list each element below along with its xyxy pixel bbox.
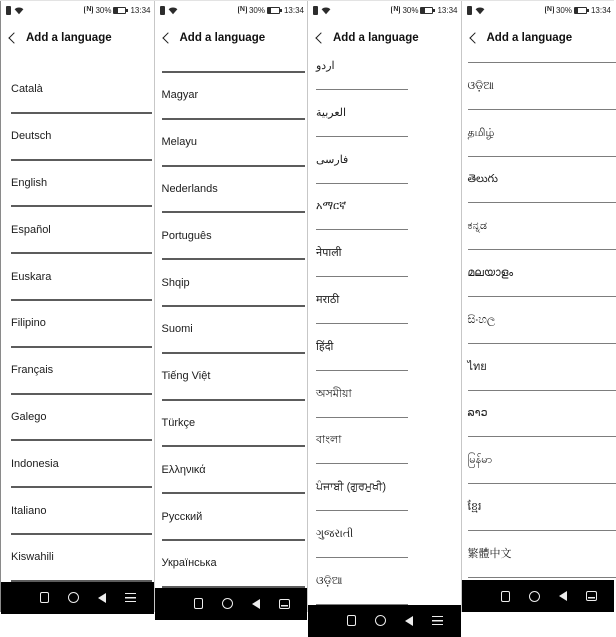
- language-label: Nederlands: [161, 182, 218, 195]
- vibrate-icon: [6, 6, 11, 15]
- status-bar: [155, 1, 308, 19]
- language-item[interactable]: [11, 161, 152, 208]
- hide-keyboard-button[interactable]: [279, 599, 290, 609]
- language-item-partial: [162, 57, 305, 73]
- language-item[interactable]: [468, 484, 616, 531]
- language-list: [462, 57, 615, 580]
- language-item[interactable]: [468, 63, 616, 110]
- language-label: English: [11, 176, 48, 189]
- language-label: Català: [11, 83, 43, 96]
- language-item[interactable]: [468, 344, 616, 391]
- navigation-bar: [1, 582, 154, 614]
- language-label: සිංහල: [467, 313, 496, 326]
- language-label: Italiano: [11, 504, 47, 517]
- navigation-bar: [308, 605, 461, 637]
- language-label: አማርኛ: [316, 200, 347, 213]
- language-label: Suomi: [161, 323, 193, 336]
- recents-button[interactable]: [40, 592, 49, 603]
- language-list: [308, 57, 461, 605]
- back-chevron-icon[interactable]: [315, 32, 326, 43]
- language-item[interactable]: [316, 511, 408, 558]
- language-label: Melayu: [161, 136, 197, 149]
- language-label: Español: [11, 223, 51, 236]
- status-time: 13:34: [283, 5, 304, 15]
- language-label: اردو: [316, 60, 335, 72]
- language-item[interactable]: [468, 437, 616, 484]
- language-item[interactable]: [11, 301, 152, 348]
- page-title: Add a language: [179, 32, 266, 44]
- status-time: 13:34: [590, 5, 611, 15]
- language-label: Deutsch: [11, 130, 52, 143]
- battery-percent: 30%: [402, 5, 419, 15]
- battery-icon: [113, 7, 126, 14]
- language-label: ລາວ: [467, 407, 488, 420]
- phone-screen-panel: [0, 1, 154, 612]
- language-label: မြန်မာ: [467, 454, 493, 467]
- language-item[interactable]: [11, 395, 152, 442]
- app-bar: [462, 19, 615, 57]
- language-label: मराठी: [316, 294, 340, 307]
- navigation-bar: [462, 580, 615, 612]
- language-label: ଓଡ଼ିଆ: [316, 574, 343, 587]
- language-item[interactable]: [468, 531, 616, 578]
- home-button[interactable]: [68, 592, 79, 603]
- status-right: [545, 6, 611, 15]
- language-label: Українська: [161, 557, 217, 570]
- battery-icon: [420, 7, 433, 14]
- language-label: Français: [11, 364, 54, 377]
- language-label: فارسی: [316, 153, 349, 166]
- status-time: 13:34: [130, 5, 151, 15]
- language-label: മലയാളം: [467, 267, 514, 280]
- language-item[interactable]: [468, 110, 616, 157]
- language-item[interactable]: [11, 114, 152, 161]
- language-item[interactable]: [316, 418, 408, 465]
- language-label: తెలుగు: [467, 173, 498, 186]
- nfc-icon: N: [86, 6, 92, 13]
- wifi-icon: [14, 6, 24, 15]
- language-item[interactable]: [316, 464, 408, 511]
- recents-button[interactable]: [501, 591, 510, 602]
- language-item[interactable]: [162, 213, 305, 260]
- language-item[interactable]: [316, 57, 408, 90]
- language-item[interactable]: [162, 401, 305, 448]
- status-right: [391, 6, 457, 15]
- language-item[interactable]: [468, 250, 616, 297]
- recents-button[interactable]: [347, 615, 356, 626]
- language-label: नेपाली: [316, 247, 342, 260]
- wifi-icon: [475, 6, 485, 15]
- language-label: ខ្មែរ: [467, 501, 482, 514]
- language-list: [155, 57, 308, 588]
- language-label: ಕನ್ನಡ: [467, 220, 488, 233]
- language-item[interactable]: [162, 73, 305, 120]
- language-label: हिंदी: [316, 340, 334, 353]
- page-title: Add a language: [486, 32, 573, 44]
- language-item[interactable]: [162, 541, 305, 588]
- app-bar: [308, 19, 461, 57]
- page-title: Add a language: [26, 32, 112, 44]
- status-bar: [462, 1, 615, 19]
- language-item[interactable]: [468, 297, 616, 344]
- language-item[interactable]: [468, 157, 616, 204]
- language-item[interactable]: [11, 441, 152, 488]
- navigation-bar: [155, 588, 308, 620]
- app-bar: [1, 19, 154, 57]
- back-button[interactable]: [405, 616, 413, 626]
- status-left-icons: [313, 6, 331, 15]
- vibrate-icon: [313, 6, 318, 15]
- language-label: ਪੰਜਾਬੀ (ਗੁਰਮੁਖੀ): [316, 481, 386, 494]
- language-label: অসমীয়া: [316, 387, 352, 400]
- back-button[interactable]: [98, 593, 106, 603]
- vibrate-icon: [160, 6, 165, 15]
- language-item[interactable]: [11, 254, 152, 301]
- status-time: 13:34: [437, 5, 458, 15]
- back-chevron-icon[interactable]: [162, 32, 173, 43]
- language-label: Filipino: [11, 317, 46, 330]
- language-label: ગુજરાતી: [316, 528, 354, 541]
- language-item[interactable]: [316, 371, 408, 418]
- language-label: Galego: [11, 410, 47, 423]
- back-button[interactable]: [252, 599, 260, 609]
- home-button[interactable]: [222, 598, 233, 609]
- language-label: Tiếng Việt: [161, 370, 211, 383]
- language-label: বাংলা: [316, 434, 342, 447]
- language-item[interactable]: [162, 494, 305, 541]
- vibrate-icon: [467, 6, 472, 15]
- status-right: [238, 6, 304, 15]
- language-item[interactable]: [468, 203, 616, 250]
- menu-button[interactable]: [432, 616, 443, 625]
- back-chevron-icon[interactable]: [469, 32, 480, 43]
- language-label: Indonesia: [11, 457, 59, 470]
- battery-percent: 30%: [248, 5, 265, 15]
- back-button[interactable]: [559, 591, 567, 601]
- language-label: தமிழ்: [467, 126, 495, 139]
- status-right: [84, 6, 150, 15]
- language-label: 繁體中文: [467, 547, 512, 560]
- language-item[interactable]: [162, 307, 305, 354]
- language-label: Shqip: [161, 276, 190, 289]
- battery-percent: 30%: [555, 5, 572, 15]
- language-label: ଓଡ଼ିଆ: [467, 79, 494, 92]
- phone-screen-panel: [461, 1, 615, 612]
- app-bar: [155, 19, 308, 57]
- wifi-icon: [168, 6, 178, 15]
- language-item[interactable]: [316, 184, 408, 231]
- language-label: Português: [161, 229, 212, 242]
- language-item[interactable]: [11, 535, 152, 582]
- language-list: [1, 57, 154, 582]
- language-item[interactable]: [316, 558, 408, 605]
- language-item[interactable]: [11, 67, 152, 114]
- language-label: ไทย: [467, 360, 487, 373]
- language-label: Magyar: [161, 89, 199, 102]
- hide-keyboard-button[interactable]: [586, 591, 597, 601]
- language-item[interactable]: [162, 260, 305, 307]
- phone-screen-panel: [307, 1, 461, 612]
- language-label: Kiswahili: [11, 551, 54, 564]
- wifi-icon: [321, 6, 331, 15]
- language-item[interactable]: [468, 391, 616, 438]
- language-item[interactable]: [316, 137, 408, 184]
- status-bar: [308, 1, 461, 19]
- language-item[interactable]: [162, 447, 305, 494]
- language-item[interactable]: [162, 167, 305, 214]
- recents-button[interactable]: [194, 598, 203, 609]
- language-label: Русский: [161, 510, 203, 523]
- page-title: Add a language: [333, 32, 419, 44]
- nfc-icon: N: [546, 6, 552, 13]
- language-item[interactable]: [11, 348, 152, 395]
- battery-percent: 30%: [95, 5, 112, 15]
- language-item[interactable]: [11, 488, 152, 535]
- home-button[interactable]: [375, 615, 386, 626]
- language-label: العربية: [316, 106, 347, 119]
- status-left-icons: [160, 6, 178, 15]
- language-label: Türkçe: [161, 416, 196, 429]
- status-bar: [1, 1, 154, 19]
- language-item[interactable]: [316, 230, 408, 277]
- status-left-icons: [6, 6, 24, 15]
- language-label: Ελληνικά: [161, 463, 206, 476]
- language-item[interactable]: [11, 207, 152, 254]
- language-item[interactable]: [316, 90, 408, 137]
- language-item[interactable]: [316, 324, 408, 371]
- nfc-icon: N: [239, 6, 245, 13]
- language-label: Euskara: [11, 270, 52, 283]
- menu-button[interactable]: [125, 593, 136, 602]
- battery-icon: [267, 7, 280, 14]
- status-left-icons: [467, 6, 485, 15]
- nfc-icon: N: [393, 6, 399, 13]
- home-button[interactable]: [529, 591, 540, 602]
- back-chevron-icon[interactable]: [8, 32, 19, 43]
- language-item[interactable]: [162, 354, 305, 401]
- language-item[interactable]: [316, 277, 408, 324]
- language-item[interactable]: [162, 120, 305, 167]
- battery-icon: [574, 7, 587, 14]
- phone-screen-panel: [154, 1, 308, 612]
